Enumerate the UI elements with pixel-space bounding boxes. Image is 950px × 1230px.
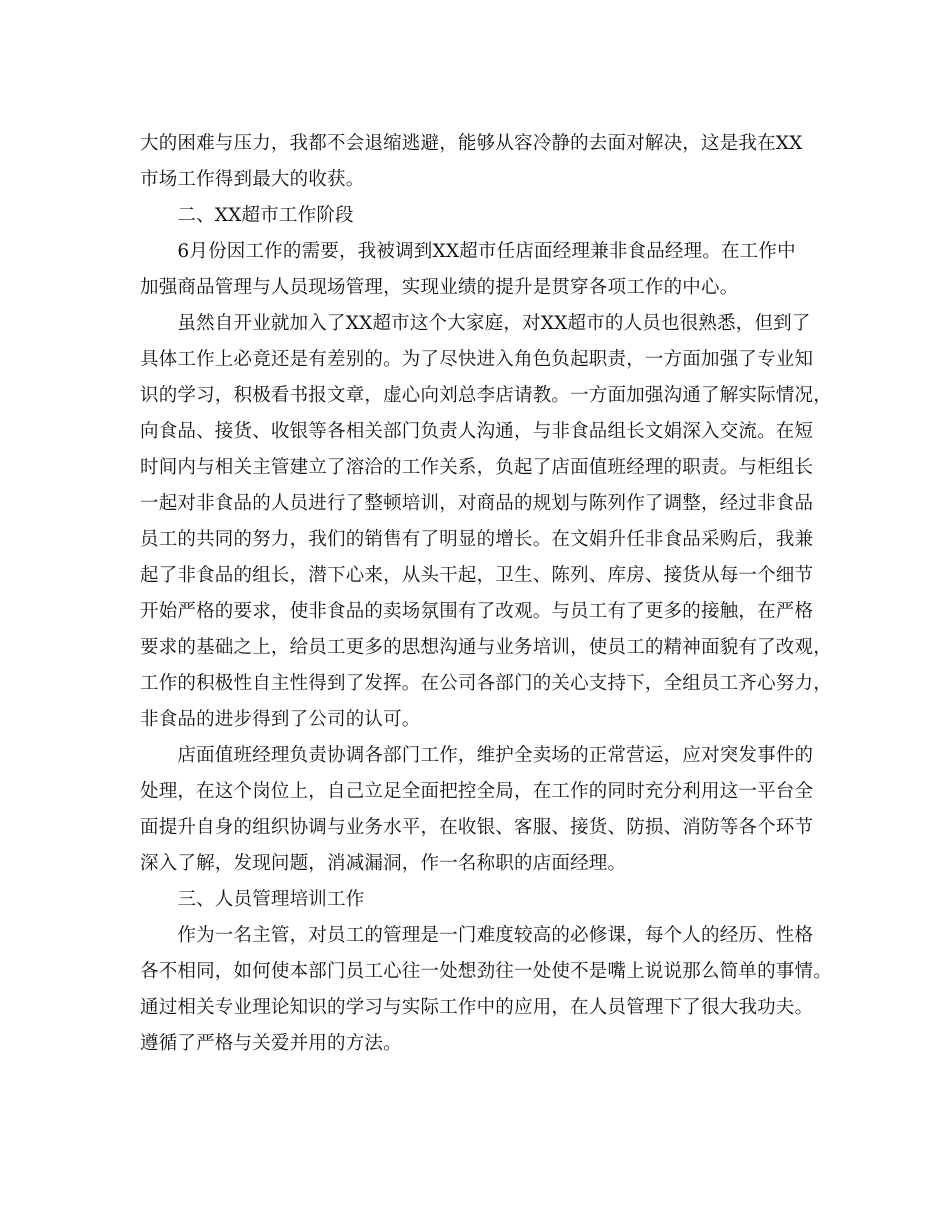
body-text-line: 时间内与相关主管建立了溶洽的工作关系，负起了店面值班经理的职责。与柜组长 — [140, 457, 814, 478]
body-text-line: 作为一名主管，对员工的管理是一门难度较高的必修课，每个人的经历、性格 — [140, 925, 814, 946]
body-text-line: 遵循了严格与关爱并用的方法。 — [140, 1033, 402, 1054]
body-text-line: 员工的共同的努力，我们的销售有了明显的增长。在文娟升任非食品采购后，我兼 — [140, 529, 814, 550]
body-text-line: 开始严格的要求，使非食品的卖场氛围有了改观。与员工有了更多的接触，在严格 — [140, 601, 814, 622]
body-text-line: 非食品的进步得到了公司的认可。 — [140, 709, 421, 730]
body-text-line: 具体工作上必竟还是有差别的。为了尽快进入角色负起职责，一方面加强了专业知 — [140, 349, 814, 370]
body-text-line: 识的学习，积极看书报文章，虚心向刘总李店请教。一方面加强沟通了解实际情况， — [140, 385, 832, 406]
body-text-line: 店面值班经理负责协调各部门工作，维护全卖场的正常营运，应对突发事件的 — [140, 745, 814, 766]
body-text-line: 起了非食品的组长，潜下心来，从头干起，卫生、陈列、库房、接货从每一个细节 — [140, 565, 814, 586]
body-text-line: 大的困难与压力，我都不会退缩逃避，能够从容冷静的去面对解决，这是我在XX — [140, 133, 803, 154]
body-text-line: 虽然自开业就加入了XX超市这个大家庭，对XX超市的人员也很熟悉，但到了 — [140, 313, 811, 334]
section-heading: 三、人员管理培训工作 — [140, 889, 365, 910]
body-text-line: 市场工作得到最大的收获。 — [140, 169, 365, 190]
body-text-line: 处理，在这个岗位上，自己立足全面把控全局，在工作的同时充分利用这一平台全 — [140, 781, 814, 802]
body-text-line: 加强商品管理与人员现场管理，实现业绩的提升是贯穿各项工作的中心。 — [140, 277, 739, 298]
body-text-line: 面提升自身的组织协调与业务水平，在收银、客服、接货、防损、消防等各个环节 — [140, 817, 814, 838]
body-text-line: 向食品、接货、收银等各相关部门负责人沟通，与非食品组长文娟深入交流。在短 — [140, 421, 814, 442]
body-text-line: 工作的积极性自主性得到了发挥。在公司各部门的关心支持下，全组员工齐心努力， — [140, 673, 832, 694]
body-text-line: 各不相同，如何使本部门员工心往一处想劲往一处使不是嘴上说说那么简单的事情。 — [140, 961, 832, 982]
body-text-line: 通过相关专业理论知识的学习与实际工作中的应用，在人员管理下了很大我功夫。 — [140, 997, 814, 1018]
body-text-line: 深入了解，发现问题，消减漏洞，作一名称职的店面经理。 — [140, 853, 627, 874]
body-text-line: 6月份因工作的需要，我被调到XX超市任店面经理兼非食品经理。在工作中 — [140, 241, 796, 262]
section-heading: 二、XX超市工作阶段 — [140, 205, 354, 226]
body-text-line: 要求的基础之上，给员工更多的思想沟通与业务培训，使员工的精神面貌有了改观， — [140, 637, 832, 658]
body-text-line: 一起对非食品的人员进行了整顿培训，对商品的规划与陈列作了调整，经过非食品 — [140, 493, 814, 514]
